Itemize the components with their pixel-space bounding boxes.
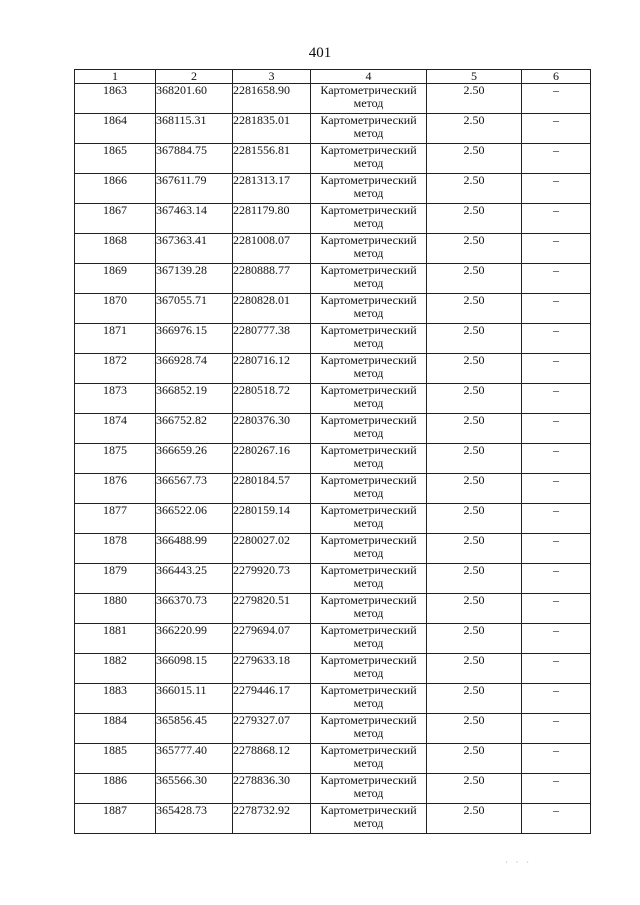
table-row xyxy=(75,534,591,564)
accuracy-cell: 2.50 xyxy=(427,114,522,144)
method-line-1: Картометрический xyxy=(320,263,417,277)
method-cell xyxy=(311,114,427,144)
method-line-2: метод xyxy=(353,696,384,710)
point-number-cell: 1879 xyxy=(75,564,156,594)
y-coordinate-cell: 2280376.30 xyxy=(233,414,311,444)
point-number-cell: 1870 xyxy=(75,294,156,324)
y-coordinate-cell: 2280159.14 xyxy=(233,504,311,534)
x-coordinate-cell: 366928.74 xyxy=(156,354,233,384)
table-row xyxy=(75,684,591,714)
x-coordinate-cell: 367055.71 xyxy=(156,294,233,324)
y-coordinate-cell: 2280518.72 xyxy=(233,384,311,414)
table-row xyxy=(75,594,591,624)
point-number-cell: 1876 xyxy=(75,474,156,504)
table-row xyxy=(75,294,591,324)
method-line-1: Картометрический xyxy=(320,773,417,787)
method-line-2: метод xyxy=(353,576,384,590)
y-coordinate-cell: 2280716.12 xyxy=(233,354,311,384)
method-line-1: Картометрический xyxy=(320,233,417,247)
table-row xyxy=(75,624,591,654)
accuracy-cell: 2.50 xyxy=(427,294,522,324)
header-cell: 5 xyxy=(427,70,522,84)
point-number-cell: 1867 xyxy=(75,204,156,234)
y-coordinate-cell: 2280184.57 xyxy=(233,474,311,504)
method-line-2: метод xyxy=(353,666,384,680)
accuracy-cell: 2.50 xyxy=(427,384,522,414)
x-coordinate-cell: 366567.73 xyxy=(156,474,233,504)
accuracy-cell: 2.50 xyxy=(427,774,522,804)
method-line-2: метод xyxy=(353,426,384,440)
method-cell xyxy=(311,204,427,234)
method-line-1: Картометрический xyxy=(320,713,417,727)
method-line-1: Картометрический xyxy=(320,173,417,187)
point-number-cell: 1865 xyxy=(75,144,156,174)
method-cell xyxy=(311,324,427,354)
method-cell xyxy=(311,294,427,324)
accuracy-cell: 2.50 xyxy=(427,264,522,294)
method-cell xyxy=(311,564,427,594)
method-line-2: метод xyxy=(353,786,384,800)
y-coordinate-cell: 2280027.02 xyxy=(233,534,311,564)
y-coordinate-cell: 2279820.51 xyxy=(233,594,311,624)
note-cell: – xyxy=(522,774,591,804)
accuracy-cell: 2.50 xyxy=(427,444,522,474)
method-line-1: Картометрический xyxy=(320,203,417,217)
table-row xyxy=(75,804,591,834)
y-coordinate-cell: 2279633.18 xyxy=(233,654,311,684)
method-line-1: Картометрический xyxy=(320,353,417,367)
note-cell: – xyxy=(522,444,591,474)
x-coordinate-cell: 367139.28 xyxy=(156,264,233,294)
method-line-1: Картометрический xyxy=(320,743,417,757)
method-cell xyxy=(311,594,427,624)
method-line-2: метод xyxy=(353,486,384,500)
accuracy-cell: 2.50 xyxy=(427,324,522,354)
method-line-1: Картометрический xyxy=(320,533,417,547)
x-coordinate-cell: 365777.40 xyxy=(156,744,233,774)
point-number-cell: 1884 xyxy=(75,714,156,744)
point-number-cell: 1866 xyxy=(75,174,156,204)
note-cell: – xyxy=(522,204,591,234)
y-coordinate-cell: 2279446.17 xyxy=(233,684,311,714)
method-line-1: Картометрический xyxy=(320,413,417,427)
method-line-2: метод xyxy=(353,336,384,350)
note-cell: – xyxy=(522,504,591,534)
x-coordinate-cell: 366098.15 xyxy=(156,654,233,684)
note-cell: – xyxy=(522,534,591,564)
method-line-2: метод xyxy=(353,216,384,230)
method-line-2: метод xyxy=(353,456,384,470)
header-cell: 3 xyxy=(233,70,311,84)
method-line-1: Картометрический xyxy=(320,503,417,517)
method-cell xyxy=(311,504,427,534)
method-line-2: метод xyxy=(353,756,384,770)
x-coordinate-cell: 366443.25 xyxy=(156,564,233,594)
table-row xyxy=(75,714,591,744)
accuracy-cell: 2.50 xyxy=(427,564,522,594)
method-line-1: Картометрический xyxy=(320,383,417,397)
header-row xyxy=(75,70,591,84)
accuracy-cell: 2.50 xyxy=(427,414,522,444)
note-cell: – xyxy=(522,654,591,684)
header-cell: 6 xyxy=(522,70,591,84)
method-line-2: метод xyxy=(353,546,384,560)
method-line-2: метод xyxy=(353,606,384,620)
method-line-2: метод xyxy=(353,816,384,830)
note-cell: – xyxy=(522,684,591,714)
x-coordinate-cell: 366659.26 xyxy=(156,444,233,474)
y-coordinate-cell: 2279694.07 xyxy=(233,624,311,654)
note-cell: – xyxy=(522,114,591,144)
accuracy-cell: 2.50 xyxy=(427,534,522,564)
method-cell xyxy=(311,684,427,714)
accuracy-cell: 2.50 xyxy=(427,84,522,114)
accuracy-cell: 2.50 xyxy=(427,474,522,504)
accuracy-cell: 2.50 xyxy=(427,354,522,384)
y-coordinate-cell: 2279920.73 xyxy=(233,564,311,594)
coordinates-table xyxy=(74,69,591,834)
method-line-1: Картометрический xyxy=(320,623,417,637)
y-coordinate-cell: 2281179.80 xyxy=(233,204,311,234)
note-cell: – xyxy=(522,414,591,444)
table-row xyxy=(75,114,591,144)
x-coordinate-cell: 367463.14 xyxy=(156,204,233,234)
method-cell xyxy=(311,624,427,654)
method-line-1: Картометрический xyxy=(320,113,417,127)
point-number-cell: 1877 xyxy=(75,504,156,534)
table-row xyxy=(75,744,591,774)
accuracy-cell: 2.50 xyxy=(427,624,522,654)
note-cell: – xyxy=(522,564,591,594)
header-cell: 4 xyxy=(311,70,427,84)
method-line-1: Картометрический xyxy=(320,593,417,607)
point-number-cell: 1881 xyxy=(75,624,156,654)
method-line-2: метод xyxy=(353,96,384,110)
y-coordinate-cell: 2281008.07 xyxy=(233,234,311,264)
method-line-2: метод xyxy=(353,366,384,380)
x-coordinate-cell: 366976.15 xyxy=(156,324,233,354)
accuracy-cell: 2.50 xyxy=(427,234,522,264)
point-number-cell: 1872 xyxy=(75,354,156,384)
table-row xyxy=(75,234,591,264)
accuracy-cell: 2.50 xyxy=(427,684,522,714)
page-number: 401 xyxy=(308,45,332,61)
point-number-cell: 1875 xyxy=(75,444,156,474)
note-cell: – xyxy=(522,174,591,204)
y-coordinate-cell: 2279327.07 xyxy=(233,714,311,744)
x-coordinate-cell: 366220.99 xyxy=(156,624,233,654)
x-coordinate-cell: 366015.11 xyxy=(156,684,233,714)
note-cell: – xyxy=(522,594,591,624)
method-line-2: метод xyxy=(353,156,384,170)
table-row xyxy=(75,204,591,234)
method-line-1: Картометрический xyxy=(320,473,417,487)
x-coordinate-cell: 365428.73 xyxy=(156,804,233,834)
method-line-1: Картометрический xyxy=(320,443,417,457)
x-coordinate-cell: 365856.45 xyxy=(156,714,233,744)
table-header xyxy=(75,70,591,84)
x-coordinate-cell: 368115.31 xyxy=(156,114,233,144)
method-line-1: Картометрический xyxy=(320,803,417,817)
accuracy-cell: 2.50 xyxy=(427,594,522,624)
note-cell: – xyxy=(522,714,591,744)
point-number-cell: 1880 xyxy=(75,594,156,624)
table-row xyxy=(75,564,591,594)
note-cell: – xyxy=(522,234,591,264)
method-cell xyxy=(311,804,427,834)
point-number-cell: 1864 xyxy=(75,114,156,144)
method-line-2: метод xyxy=(353,126,384,140)
y-coordinate-cell: 2280888.77 xyxy=(233,264,311,294)
note-cell: – xyxy=(522,294,591,324)
method-cell xyxy=(311,264,427,294)
x-coordinate-cell: 366370.73 xyxy=(156,594,233,624)
note-cell: – xyxy=(522,144,591,174)
method-line-2: метод xyxy=(353,726,384,740)
point-number-cell: 1869 xyxy=(75,264,156,294)
method-line-1: Картометрический xyxy=(320,83,417,97)
accuracy-cell: 2.50 xyxy=(427,504,522,534)
table-row xyxy=(75,774,591,804)
table-row xyxy=(75,264,591,294)
accuracy-cell: 2.50 xyxy=(427,714,522,744)
note-cell: – xyxy=(522,474,591,504)
y-coordinate-cell: 2278732.92 xyxy=(233,804,311,834)
point-number-cell: 1883 xyxy=(75,684,156,714)
table-body xyxy=(75,84,591,834)
method-line-1: Картометрический xyxy=(320,293,417,307)
table-row xyxy=(75,384,591,414)
method-cell xyxy=(311,474,427,504)
method-line-2: метод xyxy=(353,186,384,200)
point-number-cell: 1885 xyxy=(75,744,156,774)
x-coordinate-cell: 368201.60 xyxy=(156,84,233,114)
y-coordinate-cell: 2278868.12 xyxy=(233,744,311,774)
x-coordinate-cell: 366852.19 xyxy=(156,384,233,414)
method-line-1: Картометрический xyxy=(320,563,417,577)
point-number-cell: 1887 xyxy=(75,804,156,834)
method-line-1: Картометрический xyxy=(320,323,417,337)
method-line-2: метод xyxy=(353,246,384,260)
method-line-2: метод xyxy=(353,396,384,410)
note-cell: – xyxy=(522,354,591,384)
method-line-2: метод xyxy=(353,636,384,650)
method-cell xyxy=(311,714,427,744)
header-cell: 1 xyxy=(75,70,156,84)
x-coordinate-cell: 367363.41 xyxy=(156,234,233,264)
point-number-cell: 1874 xyxy=(75,414,156,444)
note-cell: – xyxy=(522,384,591,414)
note-cell: – xyxy=(522,84,591,114)
header-cell: 2 xyxy=(156,70,233,84)
method-cell xyxy=(311,654,427,684)
y-coordinate-cell: 2280267.16 xyxy=(233,444,311,474)
accuracy-cell: 2.50 xyxy=(427,654,522,684)
x-coordinate-cell: 366522.06 xyxy=(156,504,233,534)
method-cell xyxy=(311,744,427,774)
table-row xyxy=(75,414,591,444)
method-cell xyxy=(311,144,427,174)
table-row xyxy=(75,504,591,534)
x-coordinate-cell: 367611.79 xyxy=(156,174,233,204)
table-row xyxy=(75,144,591,174)
note-cell: – xyxy=(522,744,591,774)
y-coordinate-cell: 2280828.01 xyxy=(233,294,311,324)
method-line-1: Картометрический xyxy=(320,143,417,157)
x-coordinate-cell: 366752.82 xyxy=(156,414,233,444)
method-cell xyxy=(311,174,427,204)
y-coordinate-cell: 2278836.30 xyxy=(233,774,311,804)
table-row xyxy=(75,354,591,384)
point-number-cell: 1868 xyxy=(75,234,156,264)
y-coordinate-cell: 2280777.38 xyxy=(233,324,311,354)
method-line-2: метод xyxy=(353,516,384,530)
method-cell xyxy=(311,84,427,114)
method-cell xyxy=(311,534,427,564)
accuracy-cell: 2.50 xyxy=(427,204,522,234)
method-cell xyxy=(311,414,427,444)
point-number-cell: 1882 xyxy=(75,654,156,684)
note-cell: – xyxy=(522,624,591,654)
point-number-cell: 1873 xyxy=(75,384,156,414)
x-coordinate-cell: 365566.30 xyxy=(156,774,233,804)
y-coordinate-cell: 2281658.90 xyxy=(233,84,311,114)
y-coordinate-cell: 2281835.01 xyxy=(233,114,311,144)
method-cell xyxy=(311,234,427,264)
note-cell: – xyxy=(522,264,591,294)
point-number-cell: 1886 xyxy=(75,774,156,804)
method-cell xyxy=(311,444,427,474)
method-cell xyxy=(311,774,427,804)
x-coordinate-cell: 366488.99 xyxy=(156,534,233,564)
accuracy-cell: 2.50 xyxy=(427,144,522,174)
method-line-1: Картометрический xyxy=(320,653,417,667)
point-number-cell: 1871 xyxy=(75,324,156,354)
y-coordinate-cell: 2281556.81 xyxy=(233,144,311,174)
method-line-2: метод xyxy=(353,276,384,290)
y-coordinate-cell: 2281313.17 xyxy=(233,174,311,204)
table-row xyxy=(75,324,591,354)
table-row xyxy=(75,174,591,204)
table-row xyxy=(75,84,591,114)
point-number-cell: 1878 xyxy=(75,534,156,564)
method-line-2: метод xyxy=(353,306,384,320)
point-number-cell: 1863 xyxy=(75,84,156,114)
scan-artifact: · · · xyxy=(505,858,532,867)
accuracy-cell: 2.50 xyxy=(427,174,522,204)
method-line-1: Картометрический xyxy=(320,683,417,697)
x-coordinate-cell: 367884.75 xyxy=(156,144,233,174)
table-row xyxy=(75,654,591,684)
table-row xyxy=(75,444,591,474)
method-cell xyxy=(311,384,427,414)
accuracy-cell: 2.50 xyxy=(427,744,522,774)
method-cell xyxy=(311,354,427,384)
table-row xyxy=(75,474,591,504)
note-cell: – xyxy=(522,804,591,834)
accuracy-cell: 2.50 xyxy=(427,804,522,834)
note-cell: – xyxy=(522,324,591,354)
